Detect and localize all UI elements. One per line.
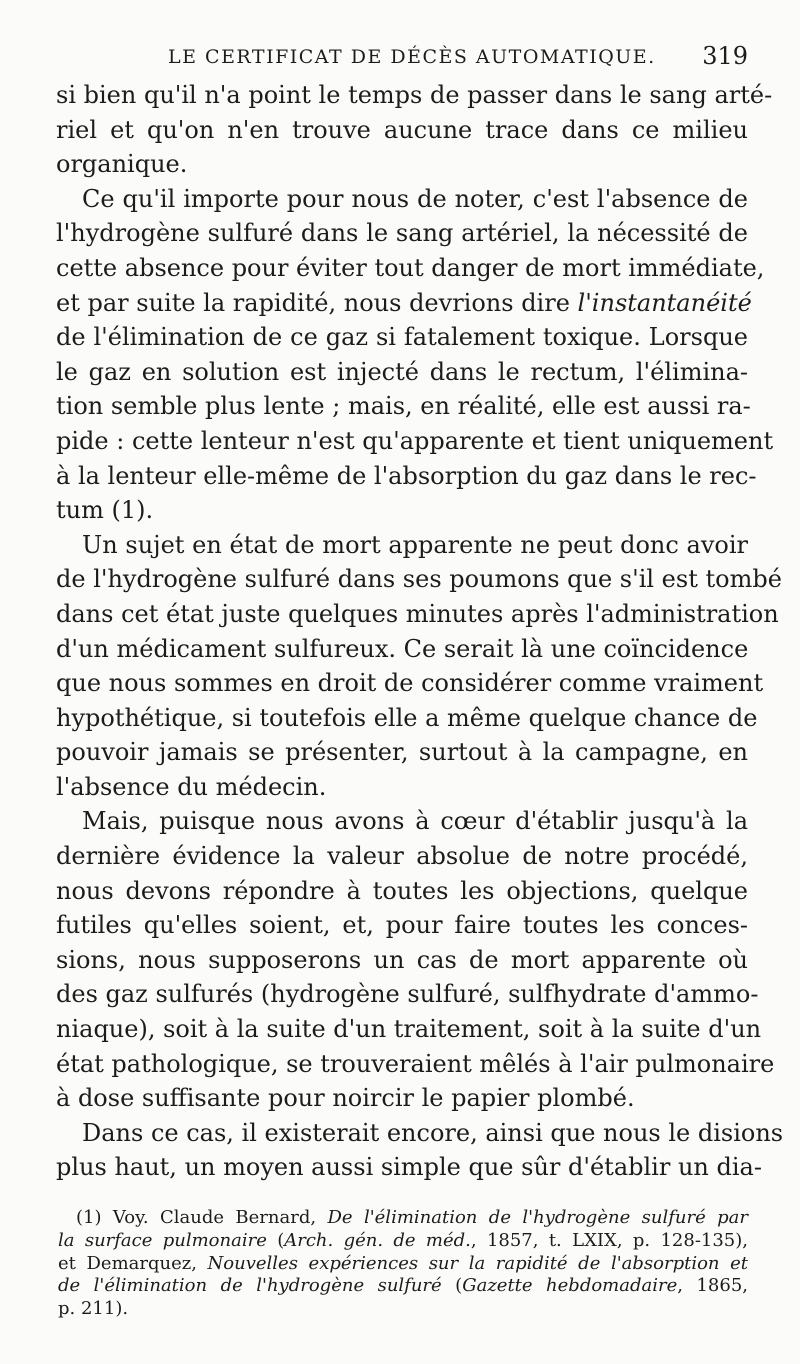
footnote-run: , 1865,: [677, 1275, 748, 1297]
text-run: et par suite la rapidité, nous devrions dire: [56, 288, 578, 317]
footnote-line: [58, 1207, 748, 1230]
text-line: d'un médicament sulfureux. Ce serait là une coïncidence: [56, 634, 749, 663]
text-line: des gaz sulfurés (hydrogène sulfuré, sulfhydrate d'ammo-: [56, 980, 759, 1009]
text-line: Mais, puisque nous avons à cœur d'établir jusqu'à la: [82, 807, 748, 836]
page-header: [168, 42, 748, 72]
body-text: [56, 78, 784, 1185]
text-line: le gaz en solution est injecté dans le rectum, l'élimina-: [56, 357, 748, 386]
text-line: Dans ce cas, il existerait encore, ainsi que nous le disions: [82, 1118, 784, 1147]
text-line: pouvoir jamais se présenter, surtout à la campagne, en: [56, 738, 748, 767]
text-line: état pathologique, se trouveraient mêlés à l'air pulmonaire: [56, 1049, 775, 1078]
footnote-run: et Demarquez,: [58, 1252, 208, 1274]
text-line: organique.: [56, 150, 188, 179]
text-line: pide : cette lenteur n'est qu'apparente et tient uniquement: [56, 426, 774, 455]
text-line: tum (1).: [56, 496, 154, 525]
text-line: cette absence pour éviter tout danger de mort immédiate,: [56, 253, 765, 282]
text-line: futiles qu'elles soient, et, pour faire toutes les conces-: [56, 911, 748, 940]
text-line: riel et qu'on n'en trouve aucune trace dans ce milieu: [56, 115, 748, 144]
text-line: Ce qu'il importe pour nous de noter, c'est l'absence de: [82, 184, 748, 213]
footnote-title: De l'élimination de l'hydrogène sulfuré par: [327, 1207, 748, 1228]
footnote-line: [58, 1253, 748, 1276]
text-line: l'hydrogène sulfuré dans le sang artériel, la nécessité de: [56, 219, 748, 248]
running-title: LE CERTIFICAT DE DÉCÈS AUTOMATIQUE.: [168, 46, 656, 68]
text-line: dernière évidence la valeur absolue de notre procédé,: [56, 842, 748, 871]
footnote-run: (: [266, 1229, 285, 1251]
text-line: l'absence du médecin.: [56, 772, 327, 801]
text-line: hypothétique, si toutefois elle a même quelque chance de: [56, 703, 758, 732]
text-line: que nous sommes en droit de considérer comme vraiment: [56, 669, 764, 698]
footnote-journal: Gazette hebdomadaire: [462, 1275, 678, 1297]
footnote-journal: Arch. gén. de méd.: [284, 1229, 471, 1251]
text-line: à la lenteur elle-même de l'absorption du gaz dans le rec-: [56, 461, 757, 490]
footnote-run: (: [441, 1275, 463, 1297]
text-line: Un sujet en état de mort apparente ne peut donc avoir: [82, 530, 748, 559]
footnote-title: Nouvelles expériences sur la rapidité de l'absorption et: [207, 1252, 749, 1274]
text-line: sions, nous supposerons un cas de mort apparente où: [56, 945, 748, 974]
text-line: si bien qu'il n'a point le temps de passer dans le sang arté-: [56, 81, 773, 109]
footnote-title: la surface pulmonaire: [58, 1229, 267, 1251]
text-line: [56, 286, 752, 321]
text-line: nous devons répondre à toutes les objections, quelque: [56, 876, 748, 905]
text-line: de l'élimination de ce gaz si fatalement toxique. Lorsque: [56, 323, 748, 352]
footnote-line: [58, 1275, 748, 1298]
footnote: [58, 1207, 748, 1321]
italic-term: l'instantanéité: [577, 288, 752, 317]
text-line: niaque), soit à la suite d'un traitement, soit à la suite d'un: [56, 1015, 762, 1044]
page-number: 319: [702, 42, 748, 70]
footnote-line: [58, 1230, 748, 1253]
text-line: de l'hydrogène sulfuré dans ses poumons que s'il est tombé: [56, 565, 782, 594]
footnote-line: p. 211).: [58, 1298, 129, 1320]
text-line: plus haut, un moyen aussi simple que sûr d'établir un dia-: [56, 1153, 762, 1182]
footnote-run: (1) Voy. Claude Bernard,: [76, 1207, 328, 1228]
text-line: dans cet état juste quelques minutes après l'administration: [56, 599, 779, 628]
footnote-title: de l'élimination de l'hydrogène sulfuré: [58, 1275, 442, 1297]
text-line: à dose suffisante pour noircir le papier plombé.: [56, 1084, 635, 1113]
footnote-run: , 1857, t. LXIX, p. 128-135),: [470, 1229, 749, 1251]
text-line: tion semble plus lente ; mais, en réalité, elle est aussi ra-: [56, 392, 751, 421]
